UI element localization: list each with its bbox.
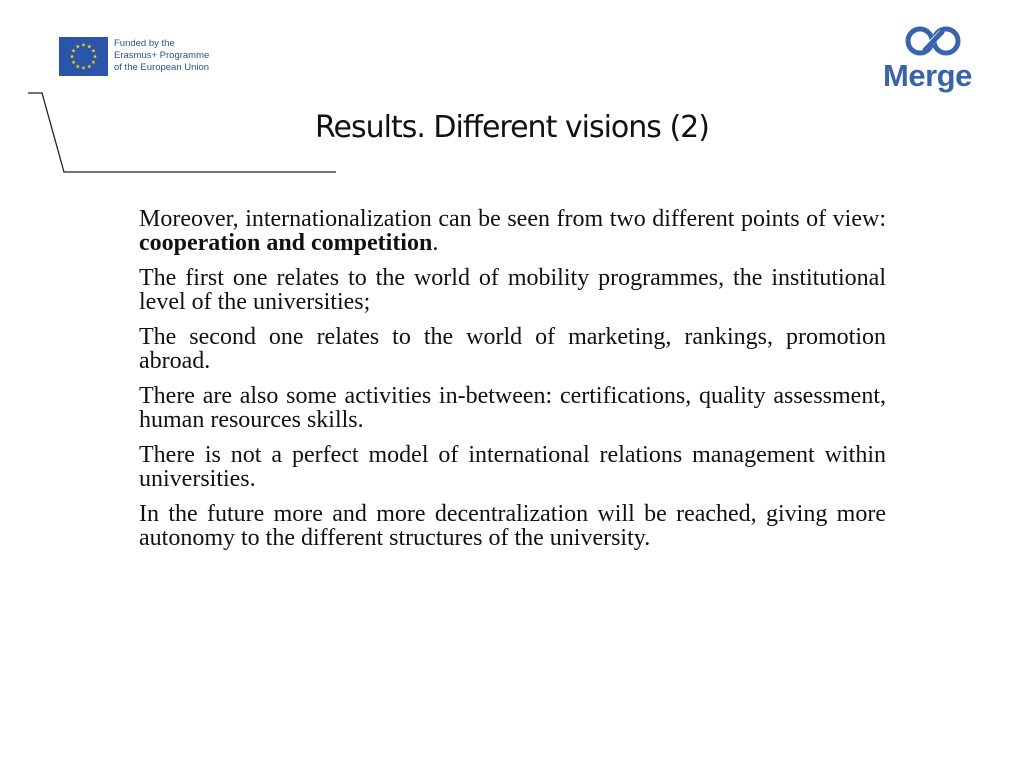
- merge-wordmark: Merge: [883, 58, 972, 93]
- paragraph-1-text: Moreover, internationalization can be seen from two different points of view:: [139, 206, 886, 232]
- paragraph-5: There is not a perfect model of international relations management within universities.: [139, 442, 886, 492]
- paragraph-3: The second one relates to the world of marketing, rankings, promotion abroad.: [139, 324, 886, 374]
- paragraph-1-end: .: [432, 230, 439, 256]
- paragraph-6: In the future more and more decentralization will be reached, giving more autonomy to the different structures of the university.: [139, 501, 886, 551]
- infinity-icon: [904, 24, 962, 58]
- paragraph-1: [139, 207, 886, 255]
- paragraph-2: The first one relates to the world of mobility programmes, the institutional level of the universities;: [139, 265, 886, 315]
- eu-text-line-2: Erasmus+ Programme: [114, 50, 210, 61]
- paragraph-1-bold: cooperation and competition: [139, 230, 433, 256]
- eu-text-line-1: Funded by the: [114, 38, 175, 49]
- slide-body: [139, 207, 886, 561]
- decorative-corner-line: [0, 0, 340, 180]
- eu-text-line-3: of the European Union: [114, 62, 210, 73]
- merge-logo: [880, 24, 990, 96]
- paragraph-4: There are also some activities in-between: certifications, quality assessment, human resources skills.: [139, 383, 886, 433]
- slide-title: Results. Different visions (2): [315, 110, 709, 145]
